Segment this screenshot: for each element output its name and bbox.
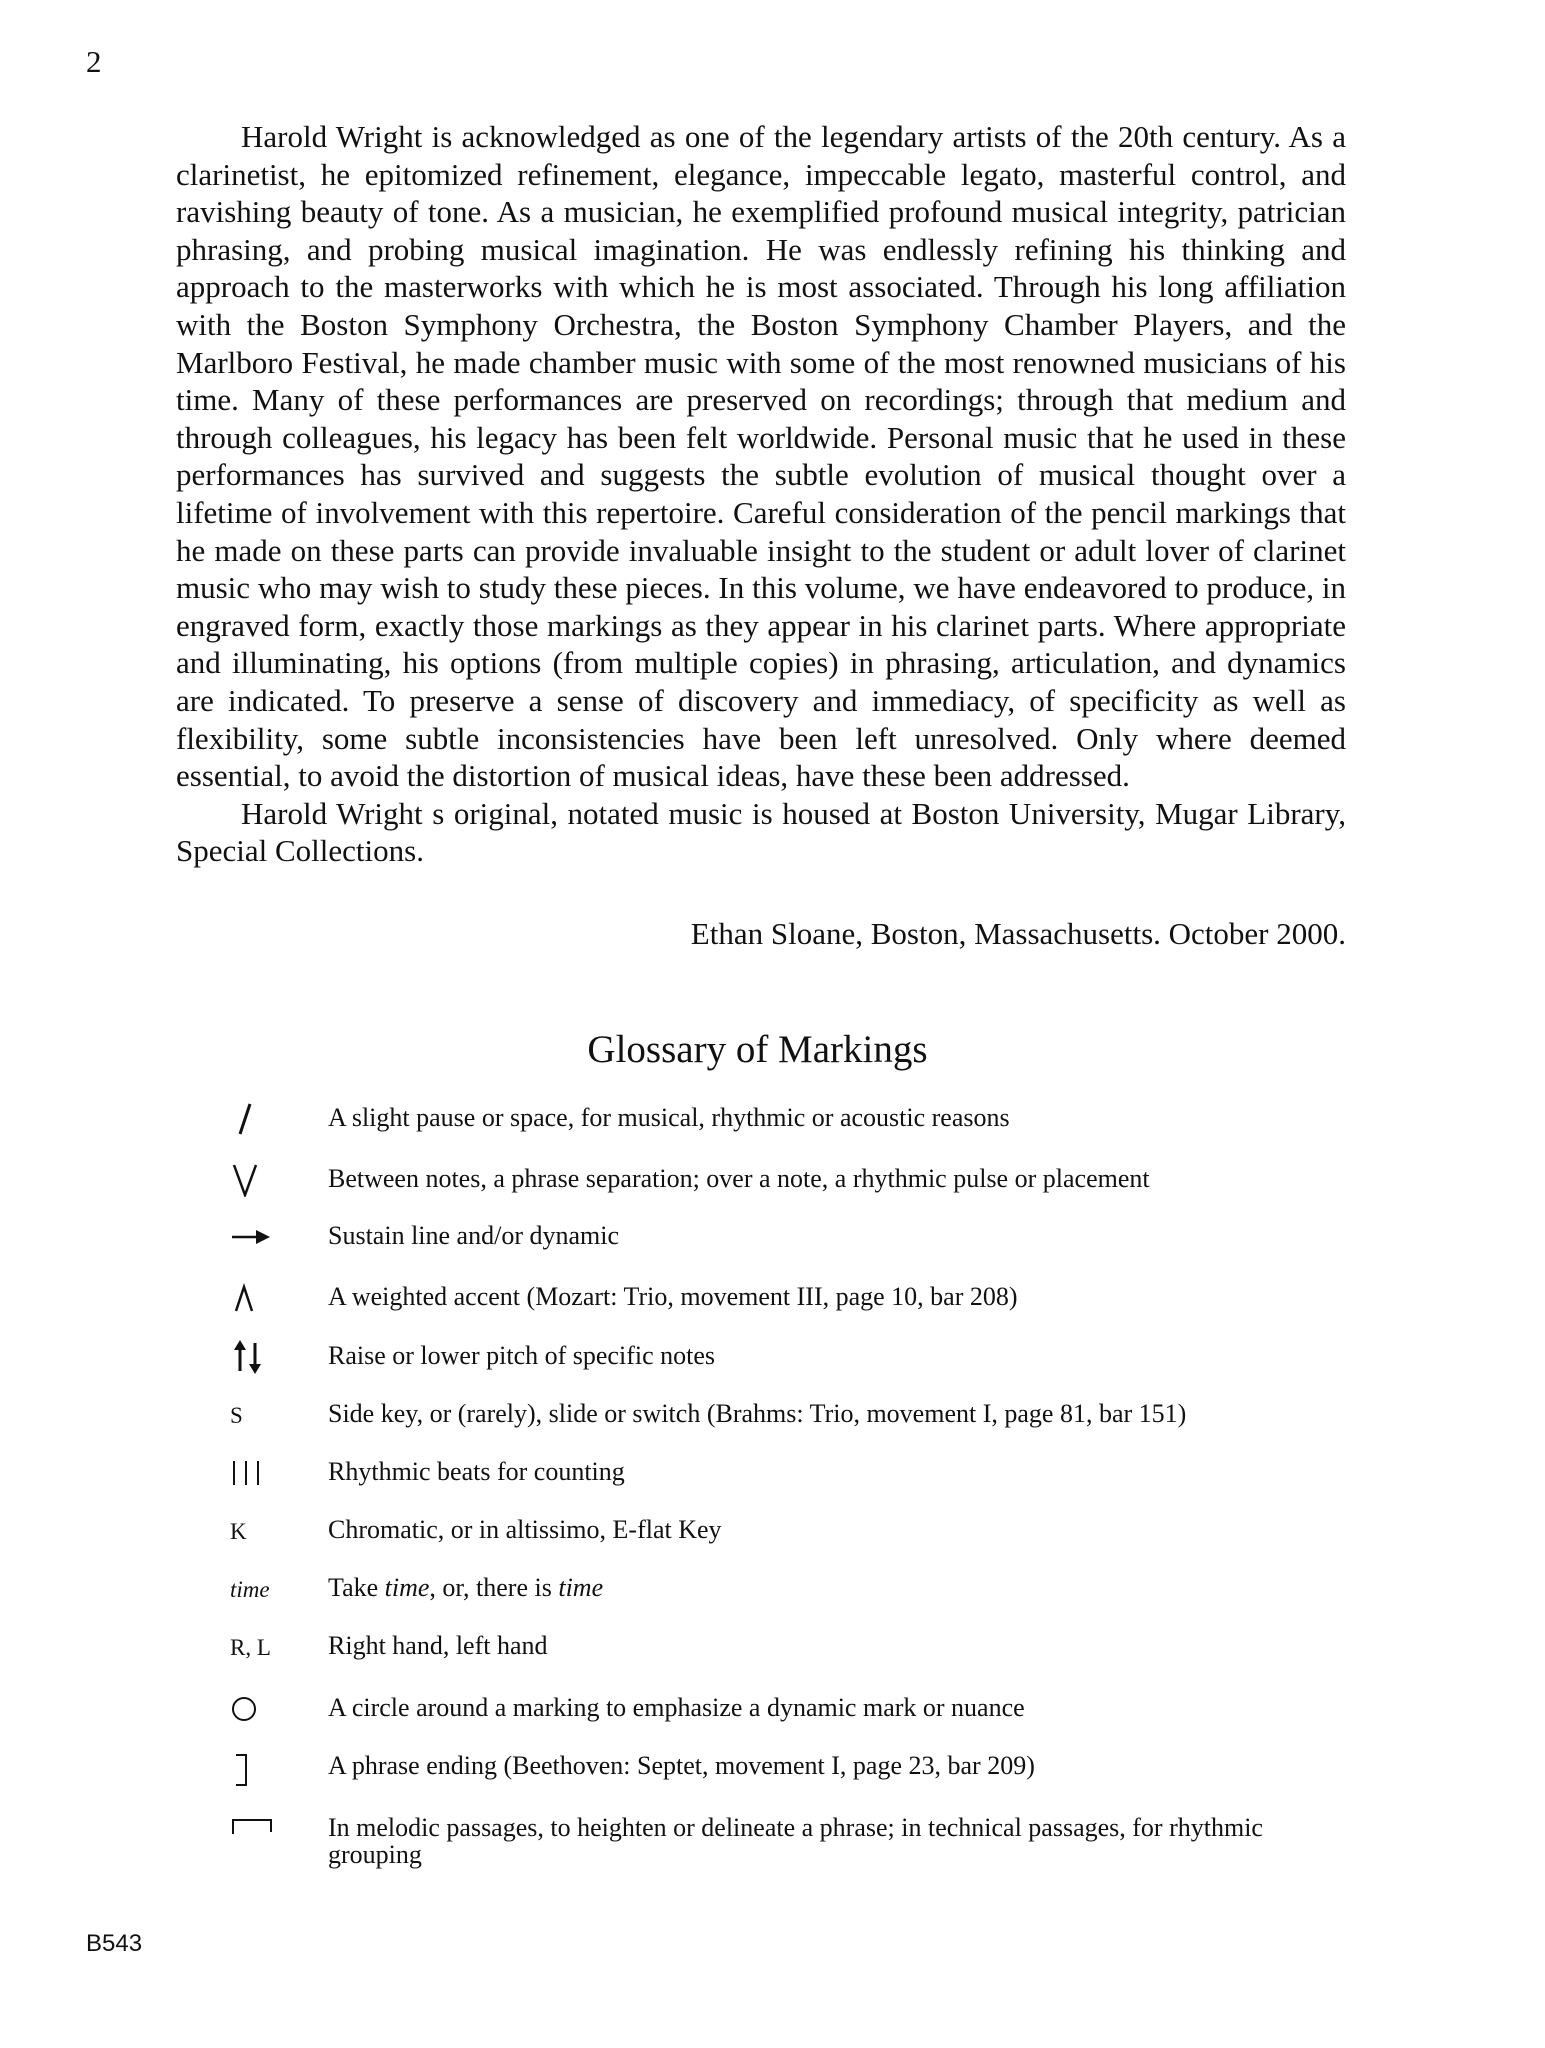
phrase-end-bracket-icon xyxy=(230,1752,328,1788)
glossary-entry-phrase-separation xyxy=(230,1165,1350,1195)
glossary-desc: A phrase ending (Beethoven: Septet, movement I, page 23, bar 209) xyxy=(328,1751,1035,1780)
glossary-entry-side-key xyxy=(230,1400,1350,1430)
arrow-right-icon xyxy=(230,1222,328,1252)
desc-italic: time xyxy=(384,1573,430,1602)
glossary-entry-accent xyxy=(230,1283,1350,1313)
glossary-entry-sustain xyxy=(230,1222,1350,1252)
glossary-entry-hands xyxy=(230,1632,1350,1662)
glossary-entry-time xyxy=(230,1574,1350,1604)
glossary-entry-beats xyxy=(230,1458,1350,1488)
intro-paragraph-1: Harold Wright is acknowledged as one of the legendary artists of the 20th century. As a clarinetist, he epitomized refinement, elegance, impeccable legato, masterful control, and ravishing beauty of tone. As a musician, he exemplified profound musical integrity, patrician phrasing, and probing musical imagination. He was endlessly refining his thinking and approach to the masterworks with which he is most associated. Through his long affiliation with the Boston Symphony Orchestra, the Boston Symphony Chamber Players, and the Marlboro Festival, he made chamber music with some of the most renowned musicians of his time. Many of these performances are preserved on recordings; through that medium and through colleagues, his legacy has been felt worldwide. Personal music that he used in these performances has survived and suggests the subtle evolution of musical thought over a lifetime of involvement with this repertoire. Careful consideration of the pencil markings that he made on these parts can provide invaluable insight to the student or adult lover of clarinet music who may wish to study these pieces. In this volume, we have endeavored to produce, in engraved form, exactly those markings as they appear in his clarinet parts. Where appropriate and illuminating, his options (from multiple copies) in phrasing, articulation, and dynamics are indicated. To preserve a sense of discovery and immediacy, of specificity as well as flexibility, some subtle inconsistencies have been left unresolved. Only where deemed essential, to avoid the distortion of musical ideas, have these been addressed. xyxy=(176,119,1346,794)
caret-accent-icon xyxy=(230,1283,328,1313)
intro-text xyxy=(176,118,1346,870)
glossary-entry-pitch xyxy=(230,1342,1350,1372)
glossary-desc: In melodic passages, to heighten or delineate a phrase; in technical passages, for rhythmic grouping xyxy=(328,1813,1263,1869)
hands-symbol: R, L xyxy=(230,1634,271,1660)
slash-mark-icon xyxy=(230,1104,328,1134)
signature: Ethan Sloane, Boston, Massachusetts. October 2000. xyxy=(690,916,1346,951)
k-symbol: K xyxy=(230,1518,247,1544)
page-number: 2 xyxy=(86,44,102,79)
glossary-desc: A slight pause or space, for musical, rhythmic or acoustic reasons xyxy=(328,1103,1010,1132)
desc-italic: time xyxy=(558,1573,604,1602)
glossary-desc: Raise or lower pitch of specific notes xyxy=(328,1341,715,1370)
glossary-desc: Right hand, left hand xyxy=(328,1631,548,1660)
grouping-bracket-icon xyxy=(230,1814,328,1838)
catalog-code: B543 xyxy=(86,1930,143,1957)
glossary-title: Glossary of Markings xyxy=(587,1028,928,1071)
desc-text: Take xyxy=(328,1573,385,1602)
glossary-desc: A circle around a marking to emphasize a dynamic mark or nuance xyxy=(328,1693,1025,1722)
glossary-entry-grouping xyxy=(230,1814,1350,1868)
side-key-symbol: S xyxy=(230,1402,243,1428)
time-symbol: time xyxy=(230,1576,270,1602)
glossary-desc: Rhythmic beats for counting xyxy=(328,1457,625,1486)
glossary-entry-pause xyxy=(230,1104,1350,1134)
arrows-up-down-icon xyxy=(230,1342,328,1372)
circle-mark-icon xyxy=(230,1694,328,1724)
intro-paragraph-2: Harold Wright s original, notated music is housed at Boston University, Mugar Library, Special Collections. xyxy=(176,795,1346,869)
beat-bars-icon xyxy=(230,1458,328,1488)
glossary-desc: A weighted accent (Mozart: Trio, movement III, page 10, bar 208) xyxy=(328,1282,1018,1311)
glossary-desc: Sustain line and/or dynamic xyxy=(328,1221,620,1250)
glossary-desc: Between notes, a phrase separation; over a note, a rhythmic pulse or placement xyxy=(328,1164,1150,1193)
desc-text: , or, there is xyxy=(429,1573,559,1602)
glossary-desc xyxy=(328,1574,1350,1601)
v-mark-icon xyxy=(230,1165,328,1195)
glossary-entry-phrase-ending xyxy=(230,1752,1350,1788)
glossary-entry-circle xyxy=(230,1694,1350,1724)
glossary-desc: Side key, or (rarely), slide or switch (Brahms: Trio, movement I, page 81, bar 151) xyxy=(328,1399,1187,1428)
glossary-desc: Chromatic, or in altissimo, E-flat Key xyxy=(328,1515,722,1544)
glossary-entry-chromatic-key xyxy=(230,1516,1350,1546)
